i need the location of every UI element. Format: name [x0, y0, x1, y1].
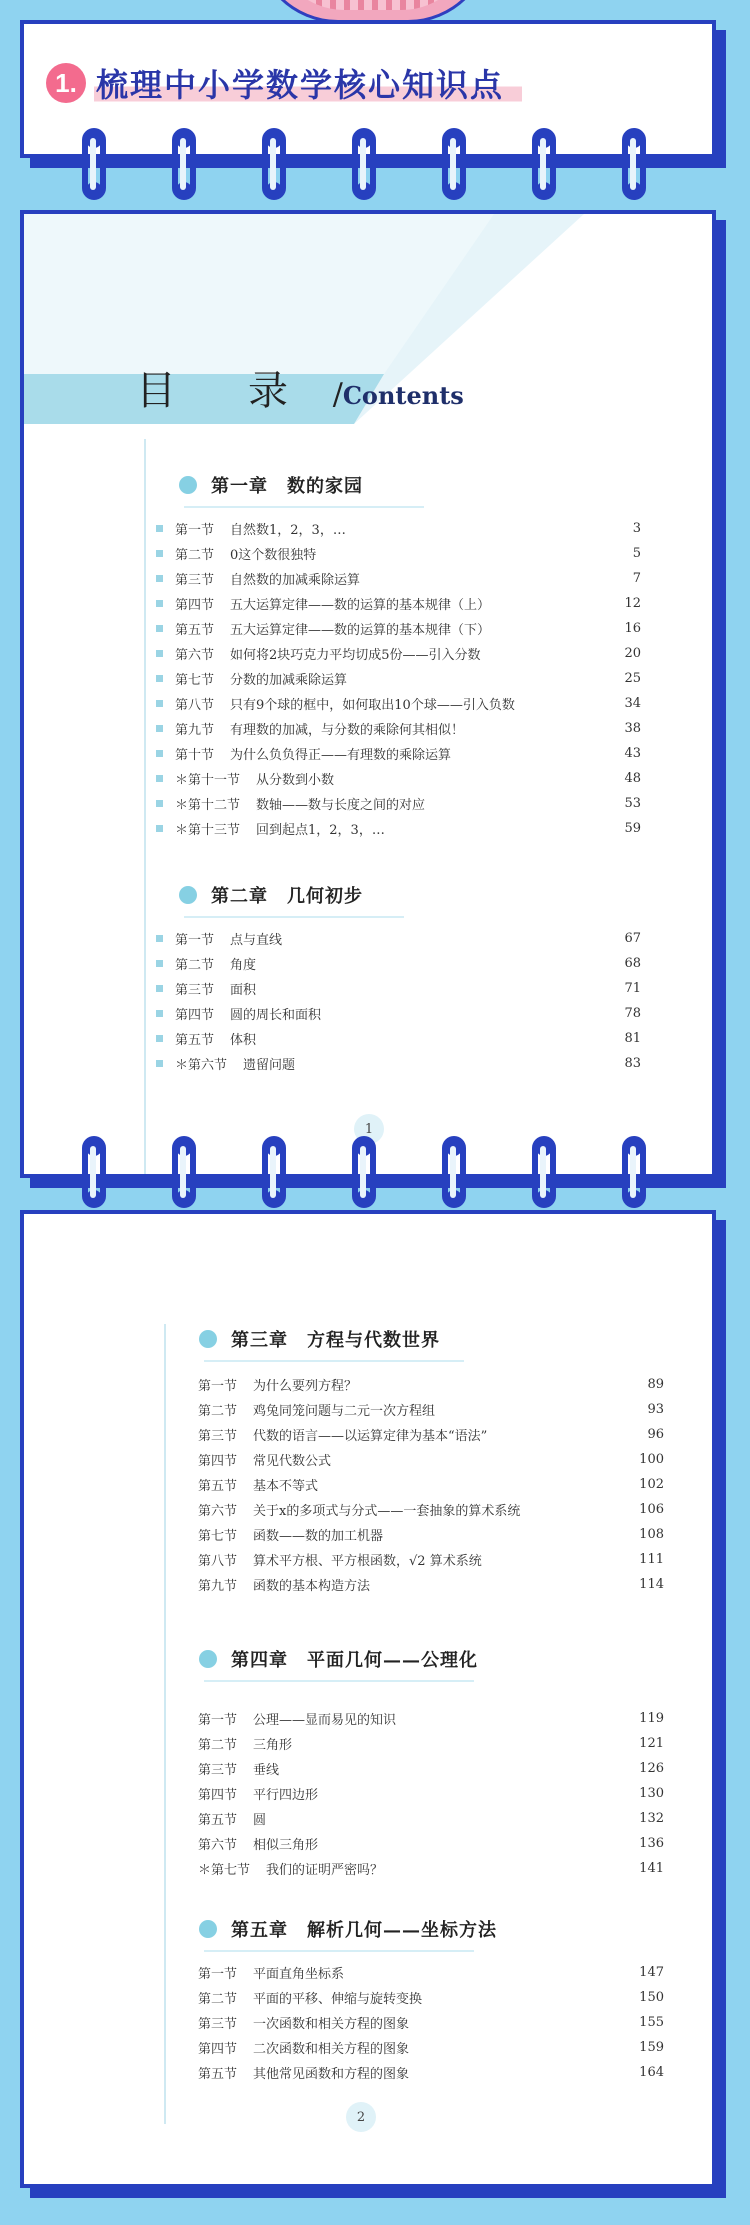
entry-page: 96 — [647, 1427, 664, 1442]
entry-title: 代数的语言——以运算定律为基本“语法” — [253, 1429, 488, 1444]
entry-section: 第一节 — [198, 1967, 238, 1982]
binding-ring — [262, 1136, 286, 1208]
toc-entry — [198, 1731, 664, 1756]
entry-section: 第四节 — [175, 1008, 215, 1023]
toc-entry — [198, 1522, 664, 1547]
entry-page: 93 — [647, 1402, 664, 1417]
entry-title: 从分数到小数 — [256, 773, 335, 788]
entry-section: 第一节 — [175, 523, 215, 538]
binding-ring — [262, 128, 286, 200]
binding-ring — [622, 1136, 646, 1208]
entry-page: 71 — [624, 981, 641, 996]
toc-entry — [198, 1472, 664, 1497]
entry-title: 0这个数很独特 — [230, 548, 317, 563]
entry-page: 155 — [639, 2015, 664, 2030]
entry-section: 第九节 — [175, 723, 215, 738]
entry-page: 5 — [632, 546, 641, 561]
entry-section: 第八节 — [175, 698, 215, 713]
entry-section: 第八节 — [198, 1554, 238, 1569]
entry-bullet — [156, 550, 163, 557]
entry-section: 第四节 — [175, 598, 215, 613]
entry-title: 基本不等式 — [253, 1479, 319, 1494]
binding-ring — [82, 128, 106, 200]
toc-entry — [156, 816, 641, 841]
entry-title: 一次函数和相关方程的图象 — [253, 2017, 410, 2032]
entry-title: 关于x的多项式与分式——一套抽象的算术系统 — [253, 1504, 521, 1519]
chapter-underline — [204, 1950, 474, 1952]
entry-page: 25 — [624, 671, 641, 686]
toc-entry — [198, 1397, 664, 1422]
entry-page: 130 — [639, 1786, 664, 1801]
entry-bullet — [156, 600, 163, 607]
chapter-1-entries — [156, 516, 641, 841]
entry-section: ＊第十一节 — [175, 773, 241, 788]
entry-section: ＊第十二节 — [175, 798, 241, 813]
entry-title: 相似三角形 — [253, 1838, 319, 1853]
binding-ring — [352, 128, 376, 200]
toc-entry — [198, 1960, 664, 1985]
entry-page: 16 — [624, 621, 641, 636]
toc-entry — [198, 1806, 664, 1831]
entry-title: 常见代数公式 — [253, 1454, 332, 1469]
binding-ring — [352, 1136, 376, 1208]
chapter-label: 第五章 解析几何——坐标方法 — [231, 1920, 497, 1941]
toc-entry — [198, 2035, 664, 2060]
toc-title-slash: / — [332, 377, 343, 412]
entry-section: 第五节 — [175, 623, 215, 638]
chapter-heading — [179, 472, 363, 498]
toc-entry — [198, 1422, 664, 1447]
entry-page: 121 — [639, 1736, 664, 1751]
toc-entry — [198, 1856, 664, 1881]
entry-section: 第一节 — [198, 1379, 238, 1394]
entry-bullet — [156, 1060, 163, 1067]
chapter-dot — [199, 1920, 217, 1938]
toc-entry — [156, 951, 641, 976]
chapter-heading — [199, 1646, 478, 1672]
entry-page: 141 — [639, 1861, 664, 1876]
entry-section: 第四节 — [198, 1454, 238, 1469]
entry-title: 如何将2块巧克力平均切成5份——引入分数 — [230, 648, 481, 663]
entry-section: 第三节 — [198, 2017, 238, 2032]
entry-page: 108 — [639, 1527, 664, 1542]
entry-bullet — [156, 935, 163, 942]
entry-page: 12 — [624, 596, 641, 611]
entry-page: 132 — [639, 1811, 664, 1826]
entry-bullet — [156, 575, 163, 582]
entry-page: 81 — [624, 1031, 641, 1046]
toc-entry — [156, 976, 641, 1001]
entry-bullet — [156, 800, 163, 807]
toc-entry — [198, 2010, 664, 2035]
toc-entry — [198, 1985, 664, 2010]
toc-entry — [198, 1756, 664, 1781]
entry-section: 第二节 — [198, 1992, 238, 2007]
entry-page: 3 — [632, 521, 641, 536]
entry-bullet — [156, 1035, 163, 1042]
toc-page-2 — [20, 1210, 716, 2188]
entry-page: 164 — [639, 2065, 664, 2080]
binding-ring — [532, 1136, 556, 1208]
entry-title: 其他常见函数和方程的图象 — [253, 2067, 410, 2082]
entry-bullet — [156, 700, 163, 707]
chapter-3-entries — [198, 1372, 664, 1597]
entry-bullet — [156, 1010, 163, 1017]
entry-page: 20 — [624, 646, 641, 661]
entry-section: 第十节 — [175, 748, 215, 763]
binding-ring — [442, 128, 466, 200]
entry-page: 67 — [624, 931, 641, 946]
entry-section: 第五节 — [198, 1479, 238, 1494]
entry-section: 第五节 — [175, 1033, 215, 1048]
entry-title: 为什么要列方程？ — [253, 1379, 358, 1394]
toc-entry — [156, 566, 641, 591]
entry-title: 函数的基本构造方法 — [253, 1579, 371, 1594]
toc-entry — [198, 1572, 664, 1597]
toc-entry — [198, 1447, 664, 1472]
entry-section: 第二节 — [198, 1738, 238, 1753]
toc-title-en: Contents — [342, 381, 464, 410]
toc-entry — [156, 741, 641, 766]
binding-ring — [622, 128, 646, 200]
entry-page: 147 — [639, 1965, 664, 1980]
toc-entry — [198, 1547, 664, 1572]
entry-section: ＊第六节 — [175, 1058, 228, 1073]
chapter-underline — [184, 916, 404, 918]
entry-section: 第二节 — [198, 1404, 238, 1419]
entry-title: 平面的平移、伸缩与旋转变换 — [253, 1992, 423, 2007]
chapter-label: 第一章 数的家园 — [211, 476, 363, 497]
entry-page: 78 — [624, 1006, 641, 1021]
toc-guide-line — [164, 1324, 166, 2124]
toc-entry — [156, 766, 641, 791]
entry-section: 第九节 — [198, 1579, 238, 1594]
entry-title: 五大运算定律——数的运算的基本规律（下） — [230, 623, 491, 638]
entry-title: 分数的加减乘除运算 — [230, 673, 348, 688]
entry-title: 点与直线 — [230, 933, 283, 948]
entry-page: 53 — [624, 796, 641, 811]
entry-page: 7 — [632, 571, 641, 586]
entry-section: 第四节 — [198, 2042, 238, 2057]
entry-bullet — [156, 525, 163, 532]
page-number: 2 — [346, 2102, 376, 2132]
entry-section: 第三节 — [175, 573, 215, 588]
toc-page-1 — [20, 210, 716, 1178]
entry-title: 算术平方根、平方根函数，√2 算术系统 — [253, 1554, 482, 1569]
entry-title: 圆的周长和面积 — [230, 1008, 322, 1023]
entry-title: 角度 — [230, 958, 257, 973]
entry-page: 126 — [639, 1761, 664, 1776]
entry-section: 第六节 — [175, 648, 215, 663]
chapter-4-entries — [198, 1706, 664, 1881]
chapter-underline — [204, 1360, 464, 1362]
chapter-dot — [199, 1330, 217, 1348]
chapter-dot — [179, 476, 197, 494]
entry-section: 第五节 — [198, 2067, 238, 2082]
toc-entry — [156, 516, 641, 541]
toc-entry — [156, 591, 641, 616]
entry-title: 回到起点1，2，3，… — [256, 823, 385, 838]
toc-guide-line — [144, 439, 146, 1174]
page-number: 1 — [354, 1114, 384, 1144]
entry-section: 第二节 — [175, 548, 215, 563]
toc-entry — [156, 616, 641, 641]
entry-page: 48 — [624, 771, 641, 786]
chapter-label: 第四章 平面几何——公理化 — [231, 1650, 478, 1671]
entry-section: 第五节 — [198, 1813, 238, 1828]
chapter-2-entries — [156, 926, 641, 1076]
section-number-badge: 1. — [46, 63, 86, 103]
page-title: 梳理中小学数学核心知识点 — [94, 60, 522, 106]
toc-entry — [156, 1001, 641, 1026]
entry-page: 68 — [624, 956, 641, 971]
entry-title: 函数——数的加工机器 — [253, 1529, 384, 1544]
entry-title: 自然数1，2，3，… — [230, 523, 346, 538]
toc-entry — [198, 1831, 664, 1856]
entry-page: 136 — [639, 1836, 664, 1851]
chapter-underline — [204, 1680, 474, 1682]
entry-section: ＊第七节 — [198, 1863, 251, 1878]
toc-entry — [198, 2060, 664, 2085]
entry-section: 第六节 — [198, 1504, 238, 1519]
toc-entry — [156, 791, 641, 816]
entry-page: 59 — [624, 821, 641, 836]
entry-page: 34 — [624, 696, 641, 711]
entry-page: 83 — [624, 1056, 641, 1071]
entry-page: 100 — [639, 1452, 664, 1467]
entry-page: 38 — [624, 721, 641, 736]
entry-title: 公理——显而易见的知识 — [253, 1713, 397, 1728]
entry-title: 为什么负负得正——有理数的乘除运算 — [230, 748, 452, 763]
toc-entry — [156, 641, 641, 666]
entry-page: 89 — [647, 1377, 664, 1392]
entry-page: 119 — [639, 1711, 664, 1726]
chapter-label: 第二章 几何初步 — [211, 886, 363, 907]
entry-title: 平面直角坐标系 — [253, 1967, 345, 1982]
entry-bullet — [156, 650, 163, 657]
toc-entry — [156, 926, 641, 951]
entry-section: 第一节 — [198, 1713, 238, 1728]
entry-page: 114 — [639, 1577, 664, 1592]
entry-section: 第四节 — [198, 1788, 238, 1803]
entry-bullet — [156, 985, 163, 992]
toc-title — [136, 359, 464, 416]
binding-ring — [172, 128, 196, 200]
entry-title: 数轴——数与长度之间的对应 — [256, 798, 426, 813]
chapter-heading — [199, 1326, 440, 1352]
entry-bullet — [156, 775, 163, 782]
entry-section: 第一节 — [175, 933, 215, 948]
entry-page: 106 — [639, 1502, 664, 1517]
entry-section: 第三节 — [198, 1763, 238, 1778]
header-title-row — [46, 60, 522, 106]
binding-ring — [172, 1136, 196, 1208]
toc-entry — [198, 1372, 664, 1397]
toc-entry — [156, 666, 641, 691]
entry-bullet — [156, 825, 163, 832]
chapter-heading — [179, 882, 363, 908]
entry-title: 有理数的加减，与分数的乘除何其相似！ — [230, 723, 465, 738]
toc-entry — [198, 1781, 664, 1806]
chapter-5-entries — [198, 1960, 664, 2085]
entry-page: 43 — [624, 746, 641, 761]
entry-bullet — [156, 675, 163, 682]
toc-entry — [198, 1706, 664, 1731]
entry-title: 体积 — [230, 1033, 257, 1048]
toc-entry — [156, 1051, 641, 1076]
toc-entry — [198, 1497, 664, 1522]
binding-ring — [82, 1136, 106, 1208]
entry-title: 垂线 — [253, 1763, 280, 1778]
entry-section: 第三节 — [175, 983, 215, 998]
entry-section: 第六节 — [198, 1838, 238, 1853]
toc-entry — [156, 691, 641, 716]
binding-ring — [442, 1136, 466, 1208]
binding-ring — [532, 128, 556, 200]
toc-entry — [156, 716, 641, 741]
entry-page: 150 — [639, 1990, 664, 2005]
entry-bullet — [156, 750, 163, 757]
entry-title: 鸡兔同笼问题与二元一次方程组 — [253, 1404, 436, 1419]
toc-entry — [156, 1026, 641, 1051]
entry-title: 面积 — [230, 983, 257, 998]
entry-title: 自然数的加减乘除运算 — [230, 573, 361, 588]
chapter-label: 第三章 方程与代数世界 — [231, 1330, 440, 1351]
entry-title: 遗留问题 — [243, 1058, 296, 1073]
entry-page: 159 — [639, 2040, 664, 2055]
entry-title: 圆 — [253, 1813, 267, 1828]
toc-entry — [156, 541, 641, 566]
entry-section: ＊第十三节 — [175, 823, 241, 838]
entry-title: 平行四边形 — [253, 1788, 319, 1803]
chapter-dot — [199, 1650, 217, 1668]
entry-title: 只有9个球的框中，如何取出10个球——引入负数 — [230, 698, 515, 713]
entry-bullet — [156, 625, 163, 632]
chapter-heading — [199, 1916, 497, 1942]
entry-title: 我们的证明严密吗？ — [266, 1863, 384, 1878]
entry-title: 二次函数和相关方程的图象 — [253, 2042, 410, 2057]
entry-title: 五大运算定律——数的运算的基本规律（上） — [230, 598, 491, 613]
chapter-dot — [179, 886, 197, 904]
entry-section: 第三节 — [198, 1429, 238, 1444]
entry-section: 第七节 — [175, 673, 215, 688]
entry-title: 三角形 — [253, 1738, 293, 1753]
entry-bullet — [156, 725, 163, 732]
chapter-underline — [184, 506, 424, 508]
entry-page: 102 — [639, 1477, 664, 1492]
entry-section: 第二节 — [175, 958, 215, 973]
entry-section: 第七节 — [198, 1529, 238, 1544]
entry-bullet — [156, 960, 163, 967]
entry-page: 111 — [639, 1552, 664, 1567]
toc-title-cn: 目 录 — [136, 368, 304, 414]
